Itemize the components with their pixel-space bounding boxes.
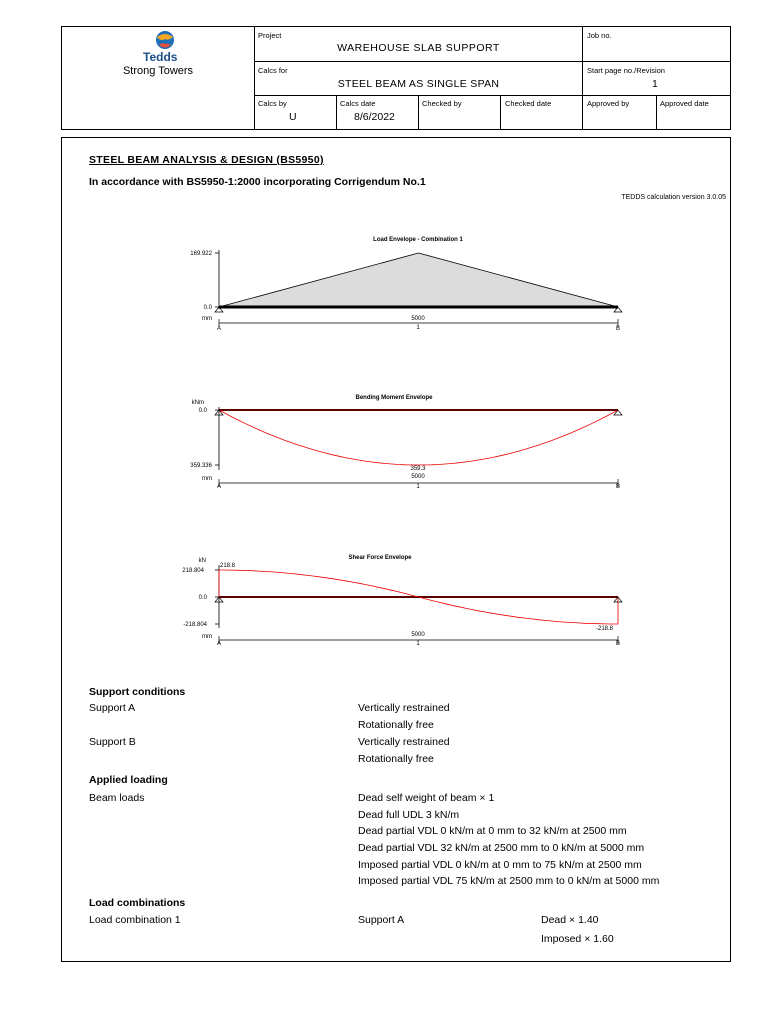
- calcs-date-value: 8/6/2022: [354, 111, 395, 123]
- chart1-span-index: 1: [416, 325, 420, 331]
- main-heading: STEEL BEAM ANALYSIS & DESIGN (BS5950): [89, 154, 324, 166]
- load-factor: Dead × 1.40: [541, 914, 599, 926]
- company-name: Strong Towers: [122, 65, 194, 77]
- beam-loads-label: Beam loads: [89, 792, 145, 804]
- support-row-value: Rotationally free: [358, 753, 434, 765]
- load-item: Imposed partial VDL 75 kN/m at 2500 mm to 0 kN/m at 5000 mm: [358, 875, 660, 887]
- chart3-end-label: -218.8: [596, 626, 614, 632]
- chart1-support-a-label: A: [216, 326, 222, 332]
- load-item: Imposed partial VDL 0 kN/m at 0 mm to 75 kN/m at 2500 mm: [358, 859, 642, 871]
- calcs-date-label: Calcs date: [340, 99, 376, 108]
- start-page-value: 1: [652, 78, 658, 90]
- chart1-span-label: 5000: [411, 316, 425, 322]
- chart3-support-b-label: B: [615, 641, 621, 647]
- chart1-title: Load Envelope - Combination 1: [373, 237, 463, 243]
- load-envelope-chart: [160, 230, 640, 340]
- load-item: Dead full UDL 3 kN/m: [358, 809, 460, 821]
- chart1-support-b-label: B: [615, 326, 621, 332]
- calc-version: TEDDS calculation version 3.0.05: [621, 194, 726, 201]
- shear-force-chart: [160, 545, 640, 655]
- calcs-for-label: Calcs for: [258, 66, 288, 75]
- calcs-for-value: STEEL BEAM AS SINGLE SPAN: [337, 78, 500, 90]
- job-no-label: Job no.: [587, 31, 612, 40]
- support-row-value: Rotationally free: [358, 719, 434, 731]
- chart2-x-unit: mm: [202, 476, 212, 482]
- chart1-y-max-label: 169.922: [190, 251, 212, 257]
- chart2-title: Bending Moment Envelope: [355, 395, 433, 401]
- checked-date-label: Checked date: [505, 99, 552, 108]
- project-label: Project: [258, 31, 282, 40]
- project-value: WAREHOUSE SLAB SUPPORT: [337, 42, 500, 54]
- chart2-support-b-label: B: [615, 484, 621, 490]
- support-row-label: Support A: [89, 702, 136, 714]
- support-conditions-heading: Support conditions: [89, 686, 186, 698]
- applied-loading-heading: Applied loading: [89, 774, 168, 786]
- chart3-span-index: 1: [416, 641, 420, 647]
- approved-date-label: Approved date: [660, 99, 709, 108]
- chart1-x-unit: mm: [202, 316, 212, 322]
- chart2-y-min-label: 359.336: [190, 463, 212, 469]
- chart2-peak-label: 359.3: [410, 466, 426, 472]
- logo-wordmark: Tedds: [143, 50, 178, 64]
- chart2-support-a-label: A: [216, 484, 222, 490]
- load-envelope-area: [219, 253, 618, 307]
- chart2-span-label: 5000: [411, 474, 425, 480]
- load-combination-label: Load combination 1: [89, 914, 181, 926]
- load-combinations-heading: Load combinations: [89, 897, 186, 909]
- chart3-support-a-label: A: [216, 641, 222, 647]
- load-item: Dead self weight of beam × 1: [358, 792, 495, 804]
- bending-moment-chart: [160, 385, 640, 495]
- bending-moment-curve: [219, 410, 618, 465]
- chart2-span-index: 1: [416, 484, 420, 490]
- chart3-y-unit: kN: [198, 558, 206, 564]
- chart3-x-unit: mm: [202, 634, 212, 640]
- load-item: Dead partial VDL 0 kN/m at 0 mm to 32 kN/m at 2500 mm: [358, 825, 627, 837]
- chart2-y-unit: kNm: [191, 400, 204, 406]
- chart3-start-label: 218.8: [220, 563, 236, 569]
- chart3-title: Shear Force Envelope: [348, 555, 412, 561]
- chart3-span-label: 5000: [411, 632, 425, 638]
- chart2-y-zero-label: 0.0: [198, 408, 207, 414]
- subheading: In accordance with BS5950-1:2000 incorporating Corrigendum No.1: [89, 176, 426, 188]
- chart3-y-min-label: -218.804: [183, 622, 207, 628]
- chart3-y-zero-label: 0.0: [198, 595, 207, 601]
- start-page-label: Start page no./Revision: [587, 66, 665, 75]
- calcs-by-value: U: [289, 111, 297, 123]
- approved-by-label: Approved by: [587, 99, 630, 108]
- load-combination-support: Support A: [358, 914, 405, 926]
- calcs-by-label: Calcs by: [258, 99, 287, 108]
- chart3-y-max-label: 218.804: [182, 568, 204, 574]
- load-item: Dead partial VDL 32 kN/m at 2500 mm to 0 kN/m at 5000 mm: [358, 842, 645, 854]
- support-row-label: Support B: [89, 736, 136, 748]
- load-factor: Imposed × 1.60: [541, 933, 614, 945]
- support-row-value: Vertically restrained: [358, 736, 450, 748]
- checked-by-label: Checked by: [422, 99, 462, 108]
- chart1-y-zero-label: 0.0: [203, 305, 212, 311]
- support-row-value: Vertically restrained: [358, 702, 450, 714]
